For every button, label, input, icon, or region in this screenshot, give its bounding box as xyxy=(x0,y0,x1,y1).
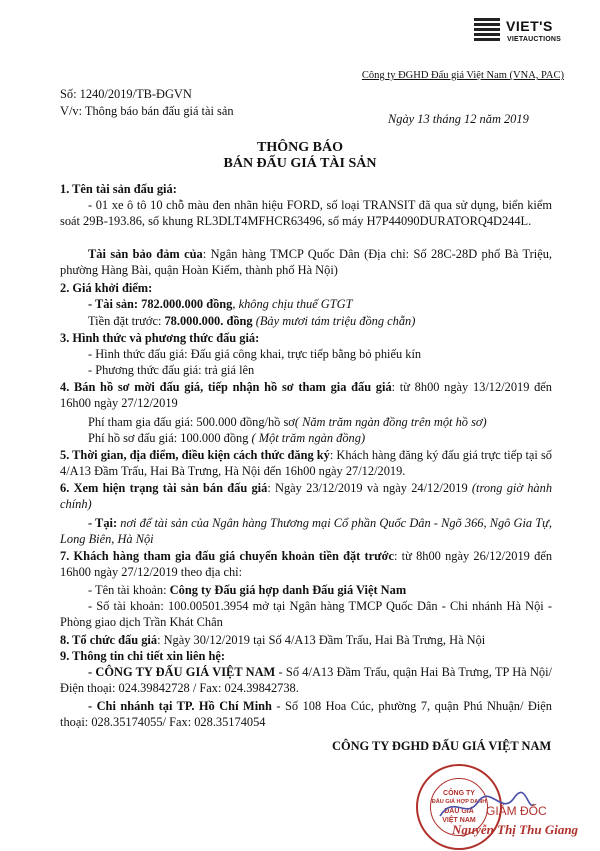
title-line1: THÔNG BÁO xyxy=(257,140,343,155)
s6-text: : Ngày 23/12/2019 và ngày 24/12/2019 xyxy=(267,481,472,495)
s5-main xyxy=(60,447,552,479)
s1-owner-label: Tài sản bảo đảm của xyxy=(88,247,203,261)
s6-place-label: - Tại: xyxy=(88,516,118,530)
s4-fee2-text: Phí hồ sơ đấu giá: 100.000 đồng xyxy=(88,431,249,445)
s2-deposit-value: 78.000.000. đồng xyxy=(161,314,253,328)
s7-acct-name: Công ty Đấu giá hợp danh Đấu giá Việt Nam xyxy=(169,583,407,597)
s2-asset-note: , không chịu thuế GTGT xyxy=(232,297,353,311)
s4-fee2-note: ( Một trăm ngàn đồng) xyxy=(248,431,366,445)
doc-date: Ngày 13 tháng 12 năm 2019 xyxy=(388,112,529,126)
signer-name: Nguyễn Thị Thu Giang xyxy=(452,822,579,837)
s2-asset-label: - Tài sản: xyxy=(88,297,139,311)
s2-deposit-note: (Bảy mươi tám triệu đồng chẵn) xyxy=(252,314,416,328)
s9-heading: 9. Thông tin chi tiết xin liên hệ: xyxy=(60,649,225,663)
s1-owner xyxy=(60,246,552,278)
stamp-line2: ĐẤU GIÁ HỢP DANH xyxy=(431,799,487,805)
s4-fee1 xyxy=(88,414,487,430)
s8-main xyxy=(60,632,485,648)
s2-asset xyxy=(88,296,353,312)
s4-main xyxy=(60,379,552,411)
logo-icon xyxy=(474,18,500,46)
s5-text: : Khách hàng đăng ký đấu giá trực tiếp tại số 4/A13 Đầm Trấu, Hai Bà Trưng, Hà Nội đến 16h00 ngày 27/12/2019. xyxy=(60,448,552,478)
s4-fee2 xyxy=(88,430,365,446)
s1-owner-text: : Ngân hàng TMCP Quốc Dân (Địa chỉ: Số 28C-28D phố Bà Triệu, phường Hàng Bài, quận Hoàn Kiếm, thành phố Hà Nội) xyxy=(60,247,552,277)
stamp-line1: CÔNG TY xyxy=(443,790,475,797)
s7-acct-name-label: - Tên tài khoản: xyxy=(88,583,170,597)
s3-form: - Hình thức đấu giá: Đấu giá công khai, trực tiếp bằng bỏ phiếu kín xyxy=(88,347,422,361)
logo-sub-text: VIETAUCTIONS xyxy=(507,36,561,43)
s7-heading: 7. Khách hàng tham gia đấu giá chuyển khoản tiền đặt trước xyxy=(60,549,394,563)
s7-acct-name-row xyxy=(88,582,406,598)
s4-heading: 4. Bán hồ sơ mời đấu giá, tiếp nhận hồ sơ tham gia đấu giá xyxy=(60,380,392,394)
s2-heading: 2. Giá khởi điểm: xyxy=(60,281,153,295)
s8-text: : Ngày 30/12/2019 tại Số 4/A13 Đầm Trấu, Hai Bà Trưng, Hà Nội xyxy=(157,633,486,647)
s5-heading: 5. Thời gian, địa điểm, điều kiện cách thức đăng ký xyxy=(60,448,330,462)
s8-heading: 8. Tổ chức đấu giá xyxy=(60,633,158,647)
s4-text: : từ 8h00 ngày 13/12/2019 đến 16h00 ngày 27/12/2019 xyxy=(60,380,553,410)
s9-c2-name: - Chi nhánh tại TP. Hồ Chí Minh xyxy=(88,699,272,713)
s6-note: (trong giờ hành chính) xyxy=(60,481,553,511)
s3-method: - Phương thức đấu giá: trả giá lên xyxy=(88,363,255,377)
footer-company: CÔNG TY ĐGHD ĐẤU GIÁ VIỆT NAM xyxy=(332,739,552,753)
company-line: Công ty ĐGHD Đấu giá Việt Nam (VNA, PAC) xyxy=(361,70,564,81)
s7-acct-no: - Số tài khoản: 100.00501.3954 mở tại Ngân hàng TMCP Quốc Dân - Chi nhánh Hà Nội - Phòng giao dịch Trần Khát Chân xyxy=(60,599,552,629)
s9-c1-text: - Số 4/A13 Đầm Trấu, quận Hai Bà Trưng, TP Hà Nội/ Điện thoại: 024.39842728 / Fax: 024.39842738. xyxy=(60,665,552,695)
s7-main xyxy=(60,548,552,580)
s4-fee1-note: ( Năm trăm ngàn đồng trên một hồ sơ) xyxy=(294,415,487,429)
doc-number: Số: 1240/2019/TB-ĐGVN xyxy=(60,87,192,101)
s9-c1-name: - CÔNG TY ĐẤU GIÁ VIỆT NAM xyxy=(88,665,276,679)
signer-title: GIÁM ĐỐC xyxy=(486,804,547,818)
s3-heading: 3. Hình thức và phương thức đấu giá: xyxy=(60,331,260,345)
logo-main-text: VIET'S xyxy=(506,18,553,34)
s2-deposit-label: Tiền đặt trước: xyxy=(88,314,162,328)
s7-text: : từ 8h00 ngày 26/12/2019 đến 16h00 ngày 27/12/2019 theo địa chỉ: xyxy=(60,549,553,579)
s1-heading: 1. Tên tài sản đấu giá: xyxy=(60,182,177,196)
s6-heading: 6. Xem hiện trạng tài sản bán đấu giá xyxy=(60,481,268,495)
s4-fee1-text: Phí tham gia đấu giá: 500.000 đồng/hồ sơ xyxy=(88,415,295,429)
s9-c2-text: - Số 108 Hoa Cúc, phường 7, quận Phú Nhuận/ Điện thoại: 028.35174055/ Fax: 028.35174054 xyxy=(60,699,553,729)
s6-place-text: nơi để tài sản của Ngân hàng Thương mại Cổ phần Quốc Dân - Ngõ 366, Ngô Gia Tự, Long Biên, Hà Nội xyxy=(60,516,553,546)
s9-c2 xyxy=(60,698,552,730)
s2-asset-value: 782.000.000 đồng xyxy=(138,297,233,311)
stamp-line4: VIỆT NAM xyxy=(442,817,476,824)
title-line2: BÁN ĐẤU GIÁ TÀI SẢN xyxy=(223,156,377,171)
stamp-line3: ĐẤU GIÁ xyxy=(444,808,474,815)
s6-main xyxy=(60,480,552,512)
s9-c1 xyxy=(60,664,552,696)
s1-asset: - 01 xe ô tô 10 chỗ màu đen nhãn hiệu FORD, số loại TRANSIT đã qua sử dụng, biển kiểm soát 29B-193.86, số khung RL3DLT4MFHCR63496, số máy H7P44090DURATORQ4D244L. xyxy=(60,198,552,228)
s6-place xyxy=(60,515,552,547)
doc-subject: V/v: Thông báo bán đấu giá tài sản xyxy=(60,104,234,118)
s2-deposit xyxy=(88,313,415,329)
